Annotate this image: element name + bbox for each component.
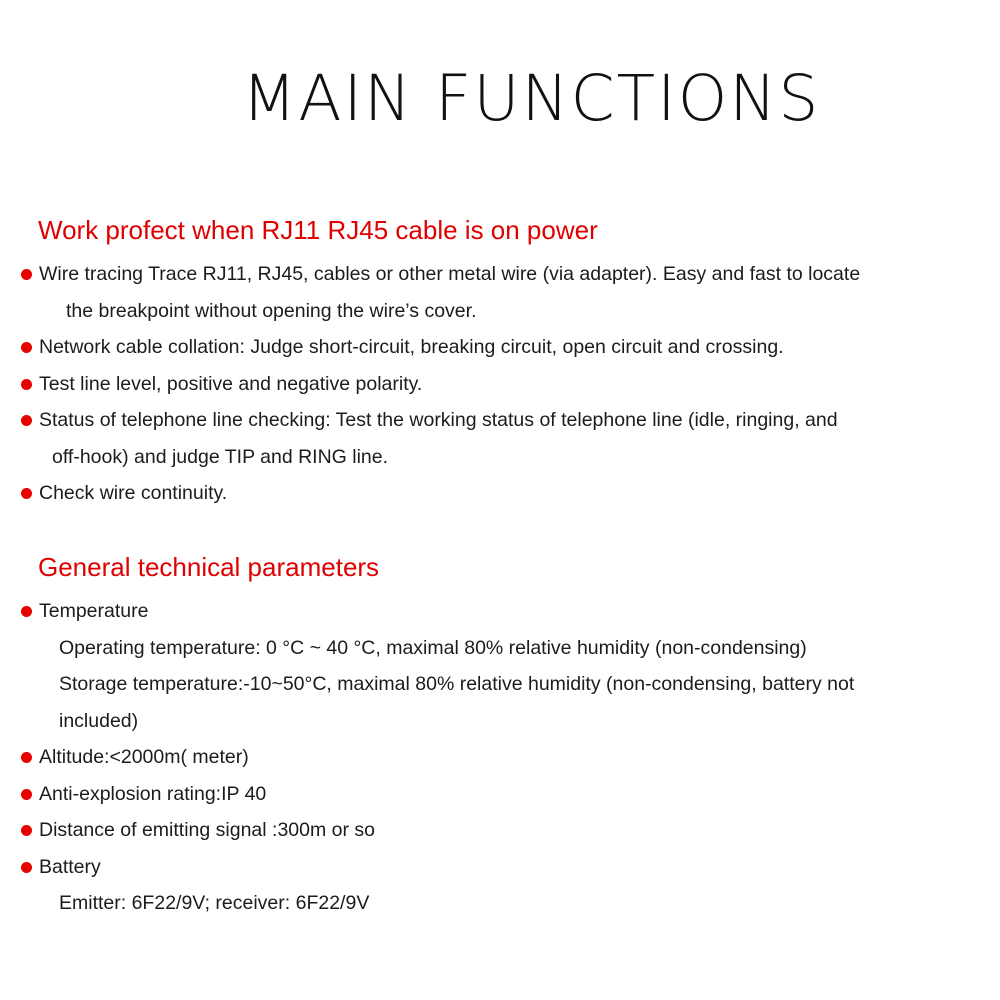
section-heading-parameters: General technical parameters [38, 552, 380, 582]
red-dot-bullet-icon [21, 488, 32, 499]
list-item [18, 256, 988, 329]
red-dot-bullet-icon [21, 415, 32, 426]
functions-list [18, 256, 988, 512]
list-item [18, 739, 988, 776]
parameters-list [18, 593, 988, 922]
red-dot-bullet-icon [21, 342, 32, 353]
section-heading-functions: Work profect when RJ11 RJ45 cable is on power [38, 215, 598, 245]
list-item-text: Anti-explosion rating:IP 40 [39, 782, 267, 805]
list-item-text: Network cable collation: Judge short-circuit, breaking circuit, open circuit and crossing. [39, 336, 784, 358]
red-dot-bullet-icon [21, 789, 32, 800]
list-item [18, 593, 988, 739]
red-dot-bullet-icon [21, 269, 32, 280]
list-item-detail: Operating temperature: 0 °C ~ 40 °C, maximal 80% relative humidity (non-condensing) [59, 636, 807, 659]
list-item-text: Check wire continuity. [39, 482, 228, 504]
red-dot-bullet-icon [21, 606, 32, 617]
list-item-text: Altitude:<2000m( meter) [39, 746, 249, 768]
list-item-continuation: the breakpoint without opening the wire’s cover. [66, 299, 477, 322]
list-item-text: Battery [39, 855, 101, 878]
red-dot-bullet-icon [21, 752, 32, 763]
list-item-text: Test line level, positive and negative polarity. [39, 372, 423, 395]
red-dot-bullet-icon [21, 862, 32, 873]
page-title: MAIN FUNCTIONS [242, 62, 821, 135]
list-item [18, 402, 988, 475]
list-item-text: Wire tracing Trace RJ11, RJ45, cables or other metal wire (via adapter). Easy and fast to locate [39, 263, 861, 285]
list-item-detail: Emitter: 6F22/9V; receiver: 6F22/9V [59, 892, 370, 914]
list-item-detail: included) [59, 709, 139, 732]
list-item [18, 475, 988, 512]
list-item [18, 812, 988, 849]
list-item [18, 849, 988, 922]
list-item-text: Status of telephone line checking: Test the working status of telephone line (idle, ringing, and [39, 409, 838, 431]
list-item-detail: Storage temperature:-10~50°C, maximal 80% relative humidity (non-condensing, battery not [59, 673, 855, 695]
list-item [18, 366, 988, 403]
red-dot-bullet-icon [21, 825, 32, 836]
list-item-continuation: off-hook) and judge TIP and RING line. [52, 445, 389, 468]
list-item [18, 776, 988, 813]
list-item-text: Temperature [39, 600, 149, 622]
list-item [18, 329, 988, 366]
red-dot-bullet-icon [21, 379, 32, 390]
list-item-text: Distance of emitting signal :300m or so [39, 819, 375, 841]
